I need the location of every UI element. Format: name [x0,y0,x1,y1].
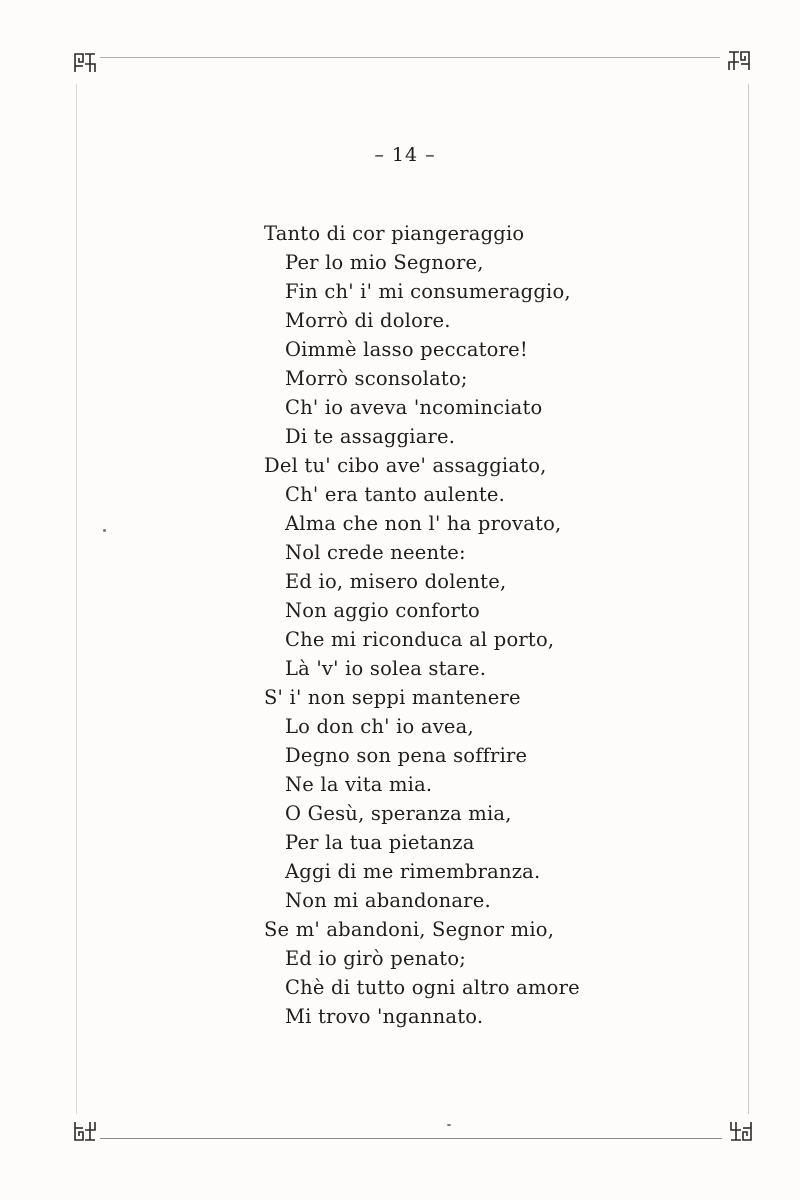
poem-line: Non aggio conforto [285,599,481,622]
meander-key-ornament-icon [72,50,98,76]
poem-line: Là 'v' io solea stare. [285,657,487,680]
print-speck [447,1124,451,1126]
poem-line: Per lo mio Segnore, [285,251,484,274]
frame-bottom-rule [100,1138,722,1139]
poem-line: Aggi di me rimembranza. [285,860,541,883]
poem-line: Nol crede neente: [285,541,466,564]
poem-line: Tanto di cor piangeraggio [264,222,525,245]
poem-line: Alma che non l' ha provato, [285,512,562,535]
poem-line: Ne la vita mia. [285,773,433,796]
poem-line: Che mi riconduca al porto, [285,628,555,651]
poem-line: Morrò sconsolato; [285,367,468,390]
poem-line: Morrò di dolore. [285,309,451,332]
poem-line: Del tu' cibo ave' assaggiato, [264,454,547,477]
poem-line: Ed io girò penato; [285,947,467,970]
poem-line: Fin ch' i' mi consumeraggio, [285,280,571,303]
poem-line: Oimmè lasso peccatore! [285,338,528,361]
print-speck [103,529,106,532]
poem-line: Mi trovo 'ngannato. [285,1005,484,1028]
meander-key-ornament-icon [72,1118,98,1144]
poem-line: Lo don ch' io avea, [285,715,474,738]
poem-line: Per la tua pietanza [285,831,475,854]
meander-key-ornament-icon [726,48,752,74]
frame-top-rule [100,57,720,58]
page-number: – 14 – [374,144,436,166]
poem-line: Degno son pena soffrire [285,744,528,767]
poem-line: O Gesù, speranza mia, [285,802,512,825]
frame-right-rule [748,84,749,1114]
poem-line: Chè di tutto ogni altro amore [285,976,580,999]
frame-left-rule [76,84,77,1114]
poem-line: Ed io, misero dolente, [285,570,507,593]
poem-line: Se m' abandoni, Segnor mio, [264,918,555,941]
poem-line: Ch' era tanto aulente. [285,483,506,506]
poem-line: Di te assaggiare. [285,425,456,448]
poem-line: S' i' non seppi mantenere [264,686,521,709]
poem-line: Ch' io aveva 'ncominciato [285,396,543,419]
poem-line: Non mi abandonare. [285,889,491,912]
meander-key-ornament-icon [728,1118,754,1144]
